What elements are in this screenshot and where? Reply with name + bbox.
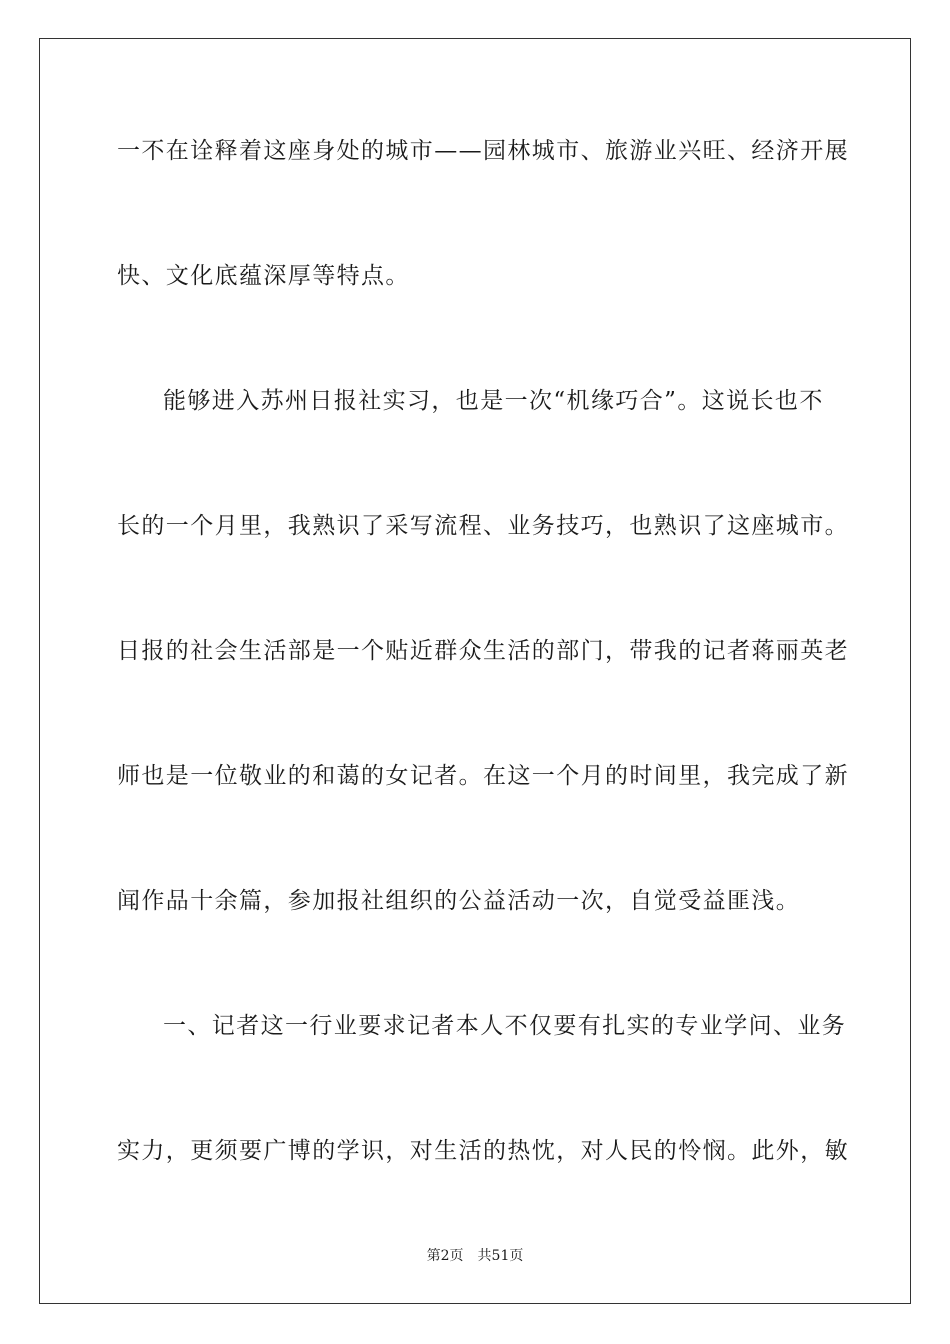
text-line: 师也是一位敬业的和蔼的女记者。在这一个月的时间里，我完成了新: [117, 763, 849, 789]
paragraph-first-line: 能够进入苏州日报社实习，也是一次“机缘巧合”。这说长也不: [163, 388, 824, 414]
page-total: 共51页: [477, 1248, 524, 1264]
text-line: 长的一个月里，我熟识了采写流程、业务技巧，也熟识了这座城市。: [117, 513, 849, 539]
text-line: 一不在诠释着这座身处的城市——园林城市、旅游业兴旺、经济开展: [117, 138, 849, 164]
paragraph-first-line: 一、记者这一行业要求记者本人不仅要有扎实的专业学问、业务: [163, 1013, 847, 1039]
page-number: 第2页: [426, 1248, 464, 1264]
text-line: 闻作品十余篇，参加报社组织的公益活动一次，自觉受益匪浅。: [117, 888, 801, 914]
text-line: 实力，更须要广博的学识，对生活的热忱，对人民的怜悯。此外，敏: [117, 1138, 849, 1164]
text-line: 日报的社会生活部是一个贴近群众生活的部门，带我的记者蒋丽英老: [117, 638, 849, 664]
page-border: [39, 38, 911, 1304]
text-line: 快、文化底蕴深厚等特点。: [117, 263, 410, 289]
page-footer: [0, 1247, 950, 1265]
